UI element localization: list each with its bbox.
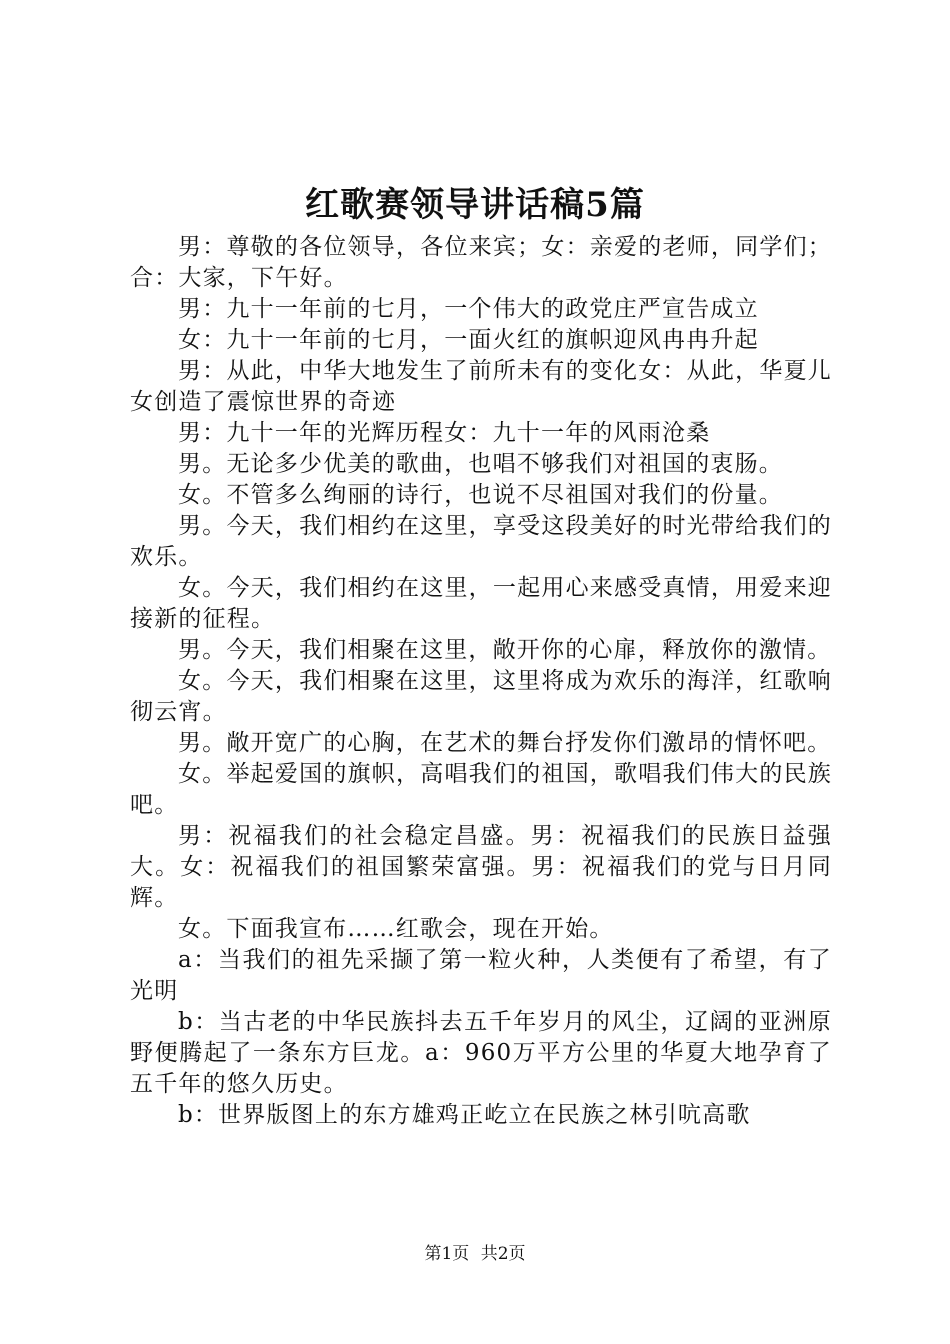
paragraph: b：世界版图上的东方雄鸡正屹立在民族之林引吭高歌: [178, 1102, 751, 1128]
paragraph: a：当我们的祖先采撷了第一粒火种，人类便有了希望，有了光明: [130, 947, 832, 1004]
paragraph: 男：从此，中华大地发生了前所未有的变化女：从此，华夏儿女创造了震惊世界的奇迹: [130, 358, 832, 415]
paragraph: 男：尊敬的各位领导，各位来宾；女：亲爱的老师，同学们；合：大家，下午好。: [130, 234, 832, 291]
paragraph: 女。不管多么绚丽的诗行，也说不尽祖国对我们的份量。: [178, 482, 783, 508]
page-total: 共2页: [480, 1244, 526, 1264]
document-body: [130, 232, 832, 1131]
paragraph: 男。今天，我们相聚在这里，敞开你的心扉，释放你的激情。: [178, 637, 832, 663]
paragraph: 女：九十一年前的七月，一面火红的旗帜迎风冉冉升起: [178, 327, 759, 353]
paragraph: 男。敞开宽广的心胸，在艺术的舞台抒发你们激昂的情怀吧。: [178, 730, 832, 756]
document-title: 红歌赛领导讲话稿5篇: [305, 185, 645, 225]
paragraph: 女。今天，我们相约在这里，一起用心来感受真情，用爱来迎接新的征程。: [130, 575, 832, 632]
paragraph: 男：祝福我们的社会稳定昌盛。男：祝福我们的民族日益强大。女：祝福我们的祖国繁荣富强。男：祝福我们的党与日月同辉。: [130, 823, 832, 911]
page-footer: [0, 1242, 950, 1266]
paragraph: 女。今天，我们相聚在这里，这里将成为欢乐的海洋，红歌响彻云宵。: [130, 668, 832, 725]
paragraph: 男：九十一年前的七月，一个伟大的政党庄严宣告成立: [178, 296, 759, 322]
paragraph: 男。今天，我们相约在这里，享受这段美好的时光带给我们的欢乐。: [130, 513, 832, 570]
page-number: 第1页: [424, 1244, 470, 1264]
paragraph: 女。举起爱国的旗帜，高唱我们的祖国，歌唱我们伟大的民族吧。: [130, 761, 832, 818]
paragraph: 男。无论多少优美的歌曲，也唱不够我们对祖国的衷肠。: [178, 451, 783, 477]
paragraph: 女。下面我宣布……红歌会，现在开始。: [178, 916, 614, 942]
paragraph: b：当古老的中华民族抖去五千年岁月的风尘，辽阔的亚洲原野便腾起了一条东方巨龙。a：960万平方公里的华夏大地孕育了五千年的悠久历史。: [130, 1009, 832, 1097]
paragraph: 男：九十一年的光辉历程女：九十一年的风雨沧桑: [178, 420, 711, 446]
